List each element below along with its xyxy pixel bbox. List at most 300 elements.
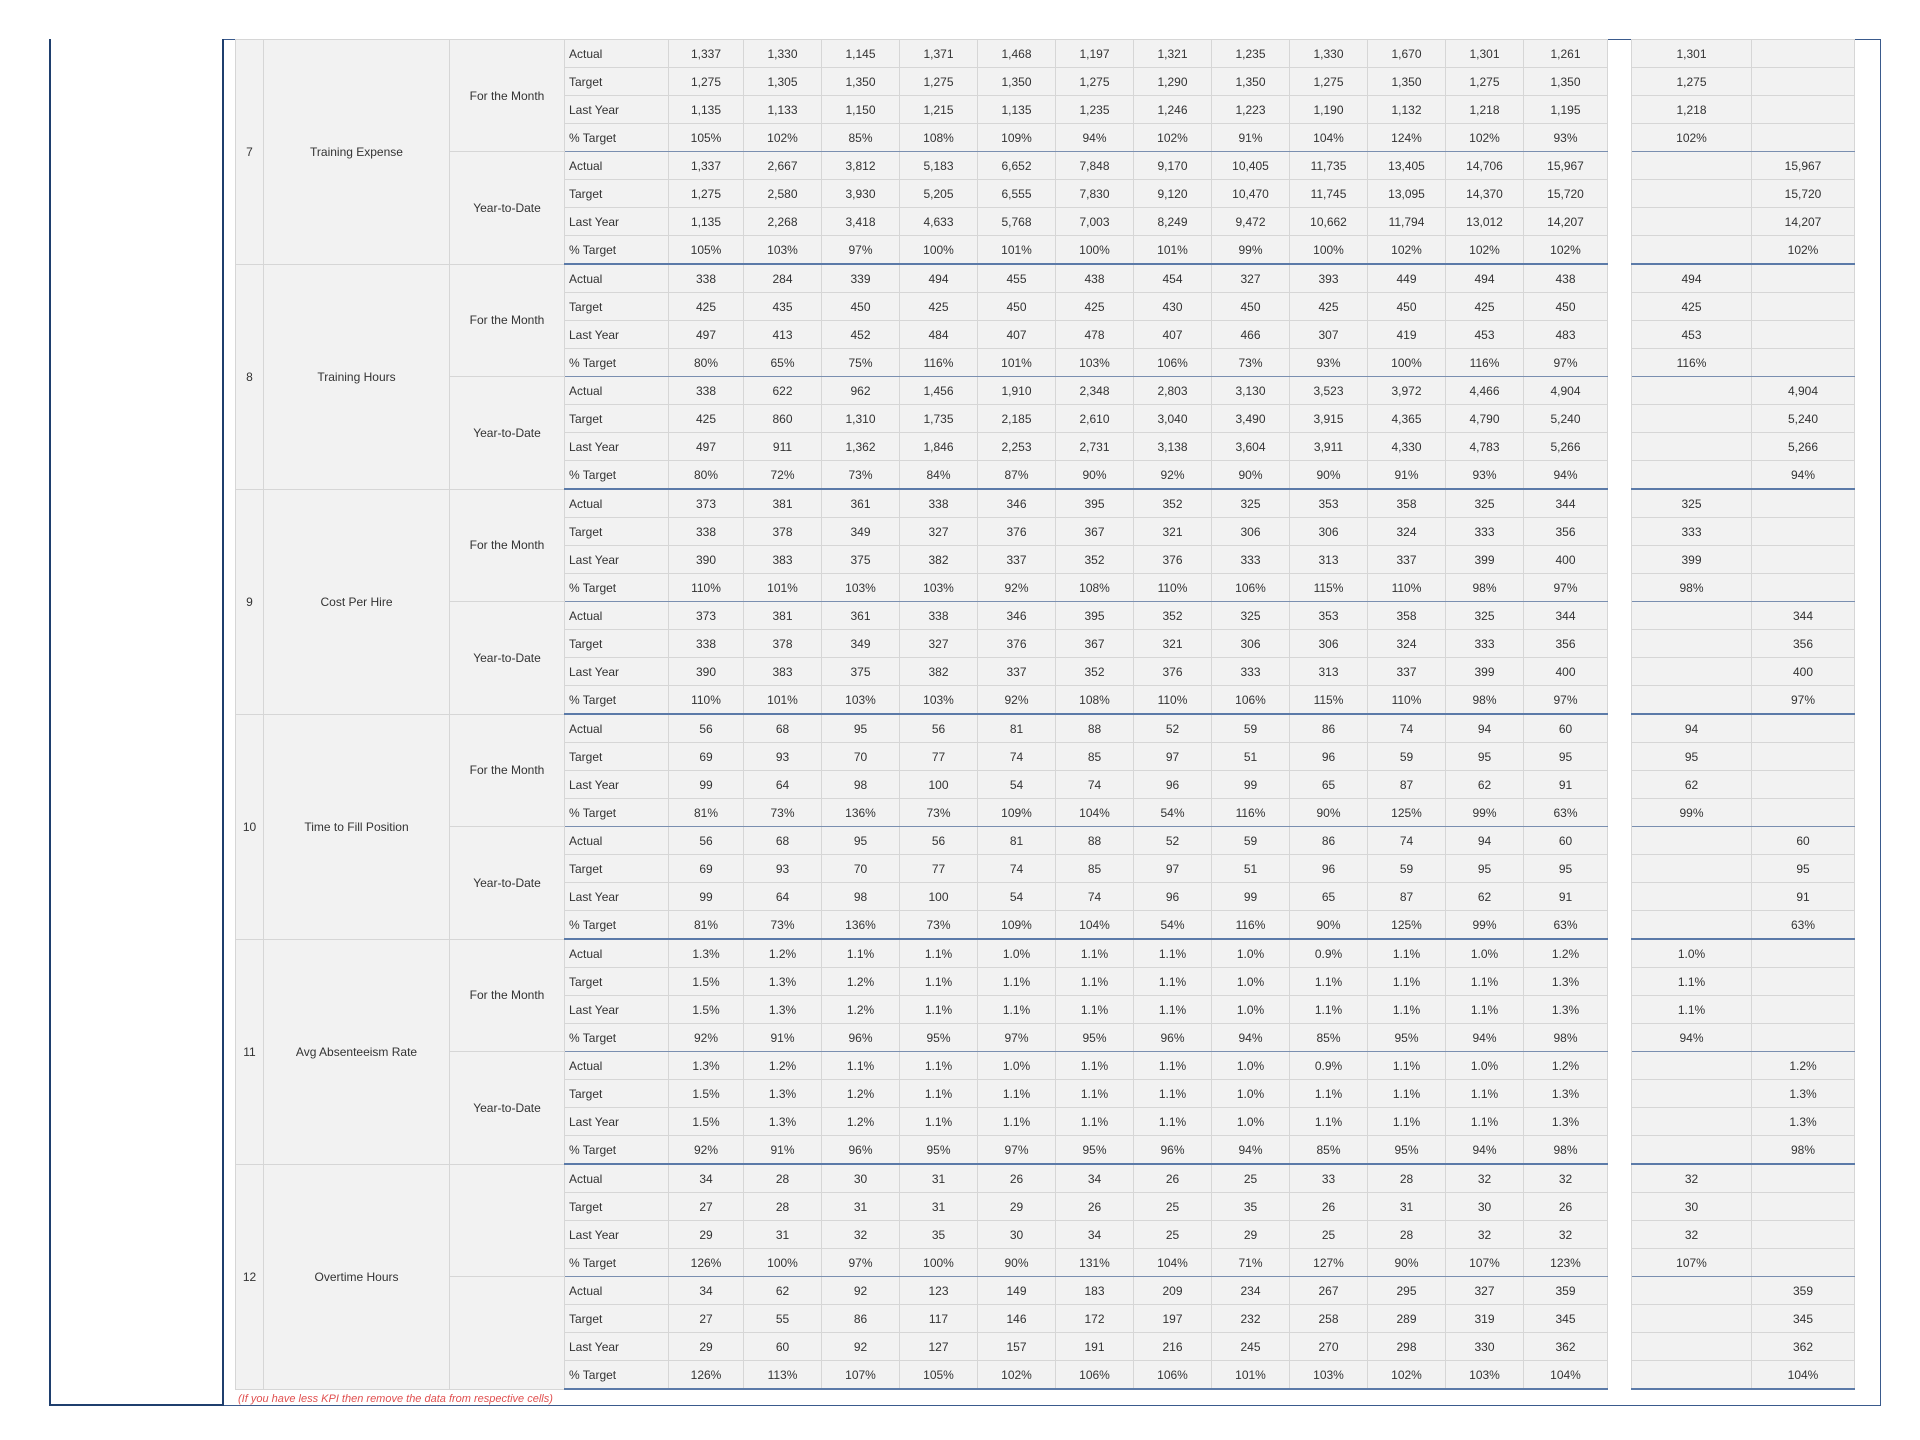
ytd-summary-cell: 1.2% [1752, 1052, 1855, 1080]
month-value-cell: 35 [1212, 1193, 1290, 1221]
month-value-cell: 93% [1524, 124, 1608, 152]
month-value-cell: 484 [900, 321, 978, 349]
month-value-cell: 1.1% [1134, 1080, 1212, 1108]
month-value-cell: 110% [1134, 686, 1212, 715]
month-value-cell: 1.3% [1524, 996, 1608, 1024]
month-value-cell: 52 [1134, 827, 1212, 855]
month-value-cell: 34 [669, 1277, 744, 1305]
row-label: Target [565, 293, 669, 321]
month-value-cell: 1,235 [1056, 96, 1134, 124]
month-summary-cell: 1.1% [1632, 968, 1752, 996]
month-value-cell: 1,371 [900, 40, 978, 68]
month-value-cell: 100% [1368, 349, 1446, 377]
month-value-cell: 1.1% [1134, 939, 1212, 968]
month-value-cell: 1.2% [822, 1108, 900, 1136]
month-value-cell: 452 [822, 321, 900, 349]
month-value-cell: 74 [1368, 827, 1446, 855]
table-row [236, 377, 1855, 405]
month-summary-cell: 32 [1632, 1164, 1752, 1193]
row-label: Last Year [565, 433, 669, 461]
month-value-cell: 115% [1290, 574, 1368, 602]
month-value-cell: 90% [978, 1249, 1056, 1277]
month-value-cell: 258 [1290, 1305, 1368, 1333]
month-value-cell: 62 [744, 1277, 822, 1305]
month-value-cell: 381 [744, 489, 822, 518]
month-value-cell: 338 [900, 489, 978, 518]
month-summary-cell: 494 [1632, 264, 1752, 293]
period-label: For the Month [450, 489, 565, 602]
month-value-cell: 72% [744, 461, 822, 490]
month-value-cell: 453 [1446, 321, 1524, 349]
month-value-cell: 30 [978, 1221, 1056, 1249]
month-value-cell: 395 [1056, 489, 1134, 518]
spacer-cell [1608, 1333, 1632, 1361]
month-value-cell: 356 [1524, 630, 1608, 658]
month-summary-cell: 95 [1632, 743, 1752, 771]
month-value-cell: 103% [822, 574, 900, 602]
month-value-cell: 327 [900, 518, 978, 546]
month-summary-cell: 425 [1632, 293, 1752, 321]
month-value-cell: 325 [1446, 602, 1524, 630]
ytd-summary-cell [1752, 518, 1855, 546]
kpi-number: 12 [236, 1164, 264, 1389]
month-value-cell: 136% [822, 799, 900, 827]
row-label: Target [565, 518, 669, 546]
month-summary-cell: 62 [1632, 771, 1752, 799]
month-value-cell: 1.1% [978, 968, 1056, 996]
month-value-cell: 1,275 [669, 180, 744, 208]
month-value-cell: 6,652 [978, 152, 1056, 180]
month-value-cell: 116% [1212, 799, 1290, 827]
month-value-cell: 234 [1212, 1277, 1290, 1305]
month-value-cell: 56 [669, 714, 744, 743]
month-summary-cell: 107% [1632, 1249, 1752, 1277]
month-value-cell: 87 [1368, 883, 1446, 911]
month-value-cell: 102% [1446, 124, 1524, 152]
month-value-cell: 344 [1524, 602, 1608, 630]
spacer-cell [1608, 489, 1632, 518]
ytd-summary-cell: 1.3% [1752, 1080, 1855, 1108]
row-label: % Target [565, 574, 669, 602]
month-value-cell: 95 [1446, 855, 1524, 883]
spacer-cell [1608, 1221, 1632, 1249]
month-value-cell: 298 [1368, 1333, 1446, 1361]
row-label: Last Year [565, 1333, 669, 1361]
month-value-cell: 104% [1524, 1361, 1608, 1390]
month-value-cell: 94% [1446, 1024, 1524, 1052]
month-value-cell: 91% [744, 1024, 822, 1052]
month-value-cell: 3,138 [1134, 433, 1212, 461]
month-value-cell: 91 [1524, 771, 1608, 799]
row-label: Actual [565, 1277, 669, 1305]
month-value-cell: 60 [1524, 827, 1608, 855]
month-value-cell: 116% [1212, 911, 1290, 940]
row-label: Actual [565, 489, 669, 518]
month-value-cell: 91 [1524, 883, 1608, 911]
month-value-cell: 74 [1368, 714, 1446, 743]
month-value-cell: 97% [1524, 686, 1608, 715]
ytd-summary-cell: 94% [1752, 461, 1855, 490]
month-value-cell: 349 [822, 630, 900, 658]
month-value-cell: 115% [1290, 686, 1368, 715]
footnote: (If you have less KPI then remove the data from respective cells) [238, 1393, 553, 1405]
month-value-cell: 1,190 [1290, 96, 1368, 124]
month-value-cell: 96 [1134, 883, 1212, 911]
ytd-summary-cell: 91 [1752, 883, 1855, 911]
month-value-cell: 96 [1290, 743, 1368, 771]
ytd-summary-cell [1752, 124, 1855, 152]
month-value-cell: 407 [978, 321, 1056, 349]
spacer-cell [1608, 1193, 1632, 1221]
month-value-cell: 1.1% [900, 996, 978, 1024]
month-value-cell: 103% [900, 686, 978, 715]
month-value-cell: 1.1% [1056, 1080, 1134, 1108]
month-value-cell: 102% [1368, 1361, 1446, 1390]
month-value-cell: 95% [1056, 1136, 1134, 1165]
ytd-summary-cell: 60 [1752, 827, 1855, 855]
table-row [236, 602, 1855, 630]
month-value-cell: 1.2% [744, 939, 822, 968]
ytd-summary-cell: 15,967 [1752, 152, 1855, 180]
month-summary-cell: 102% [1632, 124, 1752, 152]
ytd-summary-cell [1752, 1164, 1855, 1193]
month-value-cell: 1,305 [744, 68, 822, 96]
month-value-cell: 34 [1056, 1221, 1134, 1249]
ytd-summary-cell: 97% [1752, 686, 1855, 715]
month-value-cell: 324 [1368, 630, 1446, 658]
month-value-cell: 1.1% [1290, 1108, 1368, 1136]
month-value-cell: 1.1% [900, 1052, 978, 1080]
period-label: Year-to-Date [450, 1052, 565, 1165]
month-value-cell: 29 [669, 1333, 744, 1361]
month-value-cell: 1,150 [822, 96, 900, 124]
month-value-cell: 382 [900, 546, 978, 574]
month-value-cell: 99 [1212, 771, 1290, 799]
row-label: Target [565, 855, 669, 883]
month-value-cell: 455 [978, 264, 1056, 293]
ytd-summary-cell: 63% [1752, 911, 1855, 940]
ytd-summary-cell [1752, 321, 1855, 349]
month-value-cell: 102% [1134, 124, 1212, 152]
month-value-cell: 85 [1056, 743, 1134, 771]
ytd-summary-cell [1752, 1193, 1855, 1221]
month-value-cell: 116% [900, 349, 978, 377]
row-label: Actual [565, 1052, 669, 1080]
month-value-cell: 77 [900, 855, 978, 883]
month-value-cell: 69 [669, 855, 744, 883]
month-value-cell: 338 [900, 602, 978, 630]
ytd-summary-cell: 15,720 [1752, 180, 1855, 208]
month-value-cell: 109% [978, 911, 1056, 940]
month-value-cell: 3,523 [1290, 377, 1368, 405]
month-value-cell: 95% [900, 1024, 978, 1052]
month-value-cell: 70 [822, 743, 900, 771]
month-value-cell: 34 [669, 1164, 744, 1193]
month-value-cell: 338 [669, 518, 744, 546]
month-value-cell: 32 [1524, 1164, 1608, 1193]
month-value-cell: 65% [744, 349, 822, 377]
month-value-cell: 1,362 [822, 433, 900, 461]
month-value-cell: 98% [1446, 574, 1524, 602]
month-value-cell: 15,720 [1524, 180, 1608, 208]
month-value-cell: 4,633 [900, 208, 978, 236]
month-value-cell: 95% [900, 1136, 978, 1165]
month-value-cell: 1.2% [1524, 1052, 1608, 1080]
month-value-cell: 1.0% [1212, 1080, 1290, 1108]
ytd-summary-cell [1752, 1024, 1855, 1052]
ytd-summary-cell [1752, 574, 1855, 602]
month-value-cell: 4,904 [1524, 377, 1608, 405]
month-value-cell: 113% [744, 1361, 822, 1390]
month-summary-cell [1632, 377, 1752, 405]
spacer-cell [1608, 771, 1632, 799]
month-value-cell: 103% [1056, 349, 1134, 377]
month-value-cell: 116% [1446, 349, 1524, 377]
ytd-summary-cell: 4,904 [1752, 377, 1855, 405]
month-value-cell: 361 [822, 602, 900, 630]
month-value-cell: 30 [1446, 1193, 1524, 1221]
month-value-cell: 127 [900, 1333, 978, 1361]
month-value-cell: 450 [1368, 293, 1446, 321]
month-value-cell: 1.1% [822, 1052, 900, 1080]
month-value-cell: 324 [1368, 518, 1446, 546]
month-summary-cell [1632, 152, 1752, 180]
spacer-cell [1608, 1080, 1632, 1108]
month-value-cell: 52 [1134, 714, 1212, 743]
month-value-cell: 96% [1134, 1024, 1212, 1052]
month-value-cell: 94% [1446, 1136, 1524, 1165]
month-value-cell: 59 [1368, 743, 1446, 771]
kpi-name: Time to Fill Position [264, 714, 450, 939]
month-value-cell: 1.1% [1368, 968, 1446, 996]
row-label: Last Year [565, 771, 669, 799]
month-value-cell: 378 [744, 630, 822, 658]
month-value-cell: 25 [1134, 1193, 1212, 1221]
month-value-cell: 361 [822, 489, 900, 518]
month-summary-cell: 94 [1632, 714, 1752, 743]
month-value-cell: 483 [1524, 321, 1608, 349]
month-summary-cell [1632, 855, 1752, 883]
month-value-cell: 6,555 [978, 180, 1056, 208]
period-label: Year-to-Date [450, 827, 565, 940]
ytd-summary-cell: 400 [1752, 658, 1855, 686]
table-row [236, 714, 1855, 743]
month-value-cell: 104% [1134, 1249, 1212, 1277]
month-value-cell: 450 [822, 293, 900, 321]
month-value-cell: 74 [1056, 771, 1134, 799]
month-value-cell: 31 [744, 1221, 822, 1249]
table-row [236, 1052, 1855, 1080]
table-row [236, 827, 1855, 855]
month-value-cell: 10,470 [1212, 180, 1290, 208]
spacer-cell [1608, 1277, 1632, 1305]
month-value-cell: 333 [1212, 546, 1290, 574]
month-value-cell: 70 [822, 855, 900, 883]
month-value-cell: 1.1% [1368, 939, 1446, 968]
month-value-cell: 110% [1368, 574, 1446, 602]
month-value-cell: 494 [1446, 264, 1524, 293]
month-value-cell: 1,910 [978, 377, 1056, 405]
month-value-cell: 80% [669, 349, 744, 377]
month-value-cell: 1.1% [1134, 996, 1212, 1024]
month-value-cell: 7,848 [1056, 152, 1134, 180]
month-value-cell: 4,365 [1368, 405, 1446, 433]
month-value-cell: 106% [1056, 1361, 1134, 1390]
month-value-cell: 123% [1524, 1249, 1608, 1277]
month-value-cell: 63% [1524, 799, 1608, 827]
month-value-cell: 101% [978, 236, 1056, 265]
month-summary-cell [1632, 236, 1752, 265]
month-value-cell: 393 [1290, 264, 1368, 293]
spacer-cell [1608, 321, 1632, 349]
month-value-cell: 93% [1290, 349, 1368, 377]
month-value-cell: 7,830 [1056, 180, 1134, 208]
row-label: % Target [565, 911, 669, 940]
month-value-cell: 92% [669, 1024, 744, 1052]
month-value-cell: 5,183 [900, 152, 978, 180]
month-value-cell: 449 [1368, 264, 1446, 293]
month-value-cell: 123 [900, 1277, 978, 1305]
month-value-cell: 1.3% [669, 939, 744, 968]
month-value-cell: 1.1% [1134, 968, 1212, 996]
month-value-cell: 1,215 [900, 96, 978, 124]
month-value-cell: 338 [669, 264, 744, 293]
month-summary-cell [1632, 461, 1752, 490]
spacer-cell [1608, 236, 1632, 265]
row-label: % Target [565, 799, 669, 827]
month-value-cell: 344 [1524, 489, 1608, 518]
month-value-cell: 425 [1290, 293, 1368, 321]
month-value-cell: 1,301 [1446, 40, 1524, 68]
spacer-cell [1608, 96, 1632, 124]
month-value-cell: 1.1% [900, 1108, 978, 1136]
month-value-cell: 1,261 [1524, 40, 1608, 68]
month-value-cell: 1,275 [1056, 68, 1134, 96]
month-value-cell: 3,972 [1368, 377, 1446, 405]
month-value-cell: 1.1% [1446, 968, 1524, 996]
month-value-cell: 92% [1134, 461, 1212, 490]
month-value-cell: 1.1% [1446, 996, 1524, 1024]
month-value-cell: 1.0% [1212, 968, 1290, 996]
month-value-cell: 98% [1524, 1024, 1608, 1052]
month-value-cell: 94% [1524, 461, 1608, 490]
month-value-cell: 124% [1368, 124, 1446, 152]
kpi-name: Avg Absenteeism Rate [264, 939, 450, 1164]
month-value-cell: 1,246 [1134, 96, 1212, 124]
kpi-table [235, 39, 1855, 1390]
row-label: % Target [565, 124, 669, 152]
month-value-cell: 338 [669, 630, 744, 658]
month-value-cell: 376 [978, 518, 1056, 546]
month-value-cell: 425 [1056, 293, 1134, 321]
period-label [450, 1277, 565, 1390]
month-summary-cell [1632, 405, 1752, 433]
month-value-cell: 381 [744, 602, 822, 630]
month-value-cell: 31 [1368, 1193, 1446, 1221]
month-value-cell: 1,337 [669, 40, 744, 68]
month-value-cell: 110% [1368, 686, 1446, 715]
month-value-cell: 32 [1446, 1164, 1524, 1193]
month-value-cell: 419 [1368, 321, 1446, 349]
month-value-cell: 352 [1056, 658, 1134, 686]
month-value-cell: 14,706 [1446, 152, 1524, 180]
ytd-summary-cell [1752, 68, 1855, 96]
month-value-cell: 339 [822, 264, 900, 293]
month-value-cell: 1.2% [1524, 939, 1608, 968]
month-value-cell: 1,290 [1134, 68, 1212, 96]
month-value-cell: 90% [1290, 911, 1368, 940]
month-value-cell: 86 [822, 1305, 900, 1333]
month-value-cell: 62 [1446, 883, 1524, 911]
row-label: Last Year [565, 321, 669, 349]
row-label: % Target [565, 1249, 669, 1277]
month-value-cell: 1,330 [1290, 40, 1368, 68]
month-value-cell: 2,253 [978, 433, 1056, 461]
month-value-cell: 26 [978, 1164, 1056, 1193]
month-value-cell: 13,095 [1368, 180, 1446, 208]
month-value-cell: 399 [1446, 658, 1524, 686]
month-summary-cell [1632, 1108, 1752, 1136]
month-summary-cell [1632, 1136, 1752, 1165]
ytd-summary-cell: 95 [1752, 855, 1855, 883]
ytd-summary-cell [1752, 996, 1855, 1024]
month-value-cell: 91% [744, 1136, 822, 1165]
month-value-cell: 3,930 [822, 180, 900, 208]
month-value-cell: 306 [1212, 630, 1290, 658]
month-value-cell: 81 [978, 714, 1056, 743]
month-value-cell: 1,337 [669, 152, 744, 180]
month-value-cell: 99% [1212, 236, 1290, 265]
period-label: Year-to-Date [450, 152, 565, 265]
month-value-cell: 622 [744, 377, 822, 405]
kpi-name: Training Expense [264, 40, 450, 265]
month-summary-cell [1632, 1052, 1752, 1080]
row-label: Actual [565, 152, 669, 180]
month-value-cell: 32 [1446, 1221, 1524, 1249]
month-summary-cell: 1,275 [1632, 68, 1752, 96]
ytd-summary-cell: 362 [1752, 1333, 1855, 1361]
month-value-cell: 51 [1212, 855, 1290, 883]
month-value-cell: 3,604 [1212, 433, 1290, 461]
month-value-cell: 92 [822, 1277, 900, 1305]
row-label: Target [565, 405, 669, 433]
spacer-cell [1608, 461, 1632, 490]
month-value-cell: 60 [1524, 714, 1608, 743]
month-value-cell: 91% [1212, 124, 1290, 152]
month-value-cell: 103% [1446, 1361, 1524, 1390]
month-value-cell: 68 [744, 714, 822, 743]
month-value-cell: 105% [669, 236, 744, 265]
month-value-cell: 1,846 [900, 433, 978, 461]
month-value-cell: 96 [1134, 771, 1212, 799]
ytd-summary-cell [1752, 799, 1855, 827]
month-value-cell: 95% [1368, 1024, 1446, 1052]
month-value-cell: 438 [1524, 264, 1608, 293]
month-value-cell: 65 [1290, 883, 1368, 911]
kpi-name: Training Hours [264, 264, 450, 489]
ytd-summary-cell: 5,240 [1752, 405, 1855, 433]
month-value-cell: 1,350 [978, 68, 1056, 96]
month-value-cell: 59 [1212, 827, 1290, 855]
month-value-cell: 1.1% [822, 939, 900, 968]
month-value-cell: 29 [978, 1193, 1056, 1221]
month-value-cell: 92% [978, 686, 1056, 715]
ytd-summary-cell: 344 [1752, 602, 1855, 630]
month-value-cell: 1.1% [1446, 1108, 1524, 1136]
month-value-cell: 32 [822, 1221, 900, 1249]
month-value-cell: 425 [1446, 293, 1524, 321]
spacer-cell [1608, 1052, 1632, 1080]
